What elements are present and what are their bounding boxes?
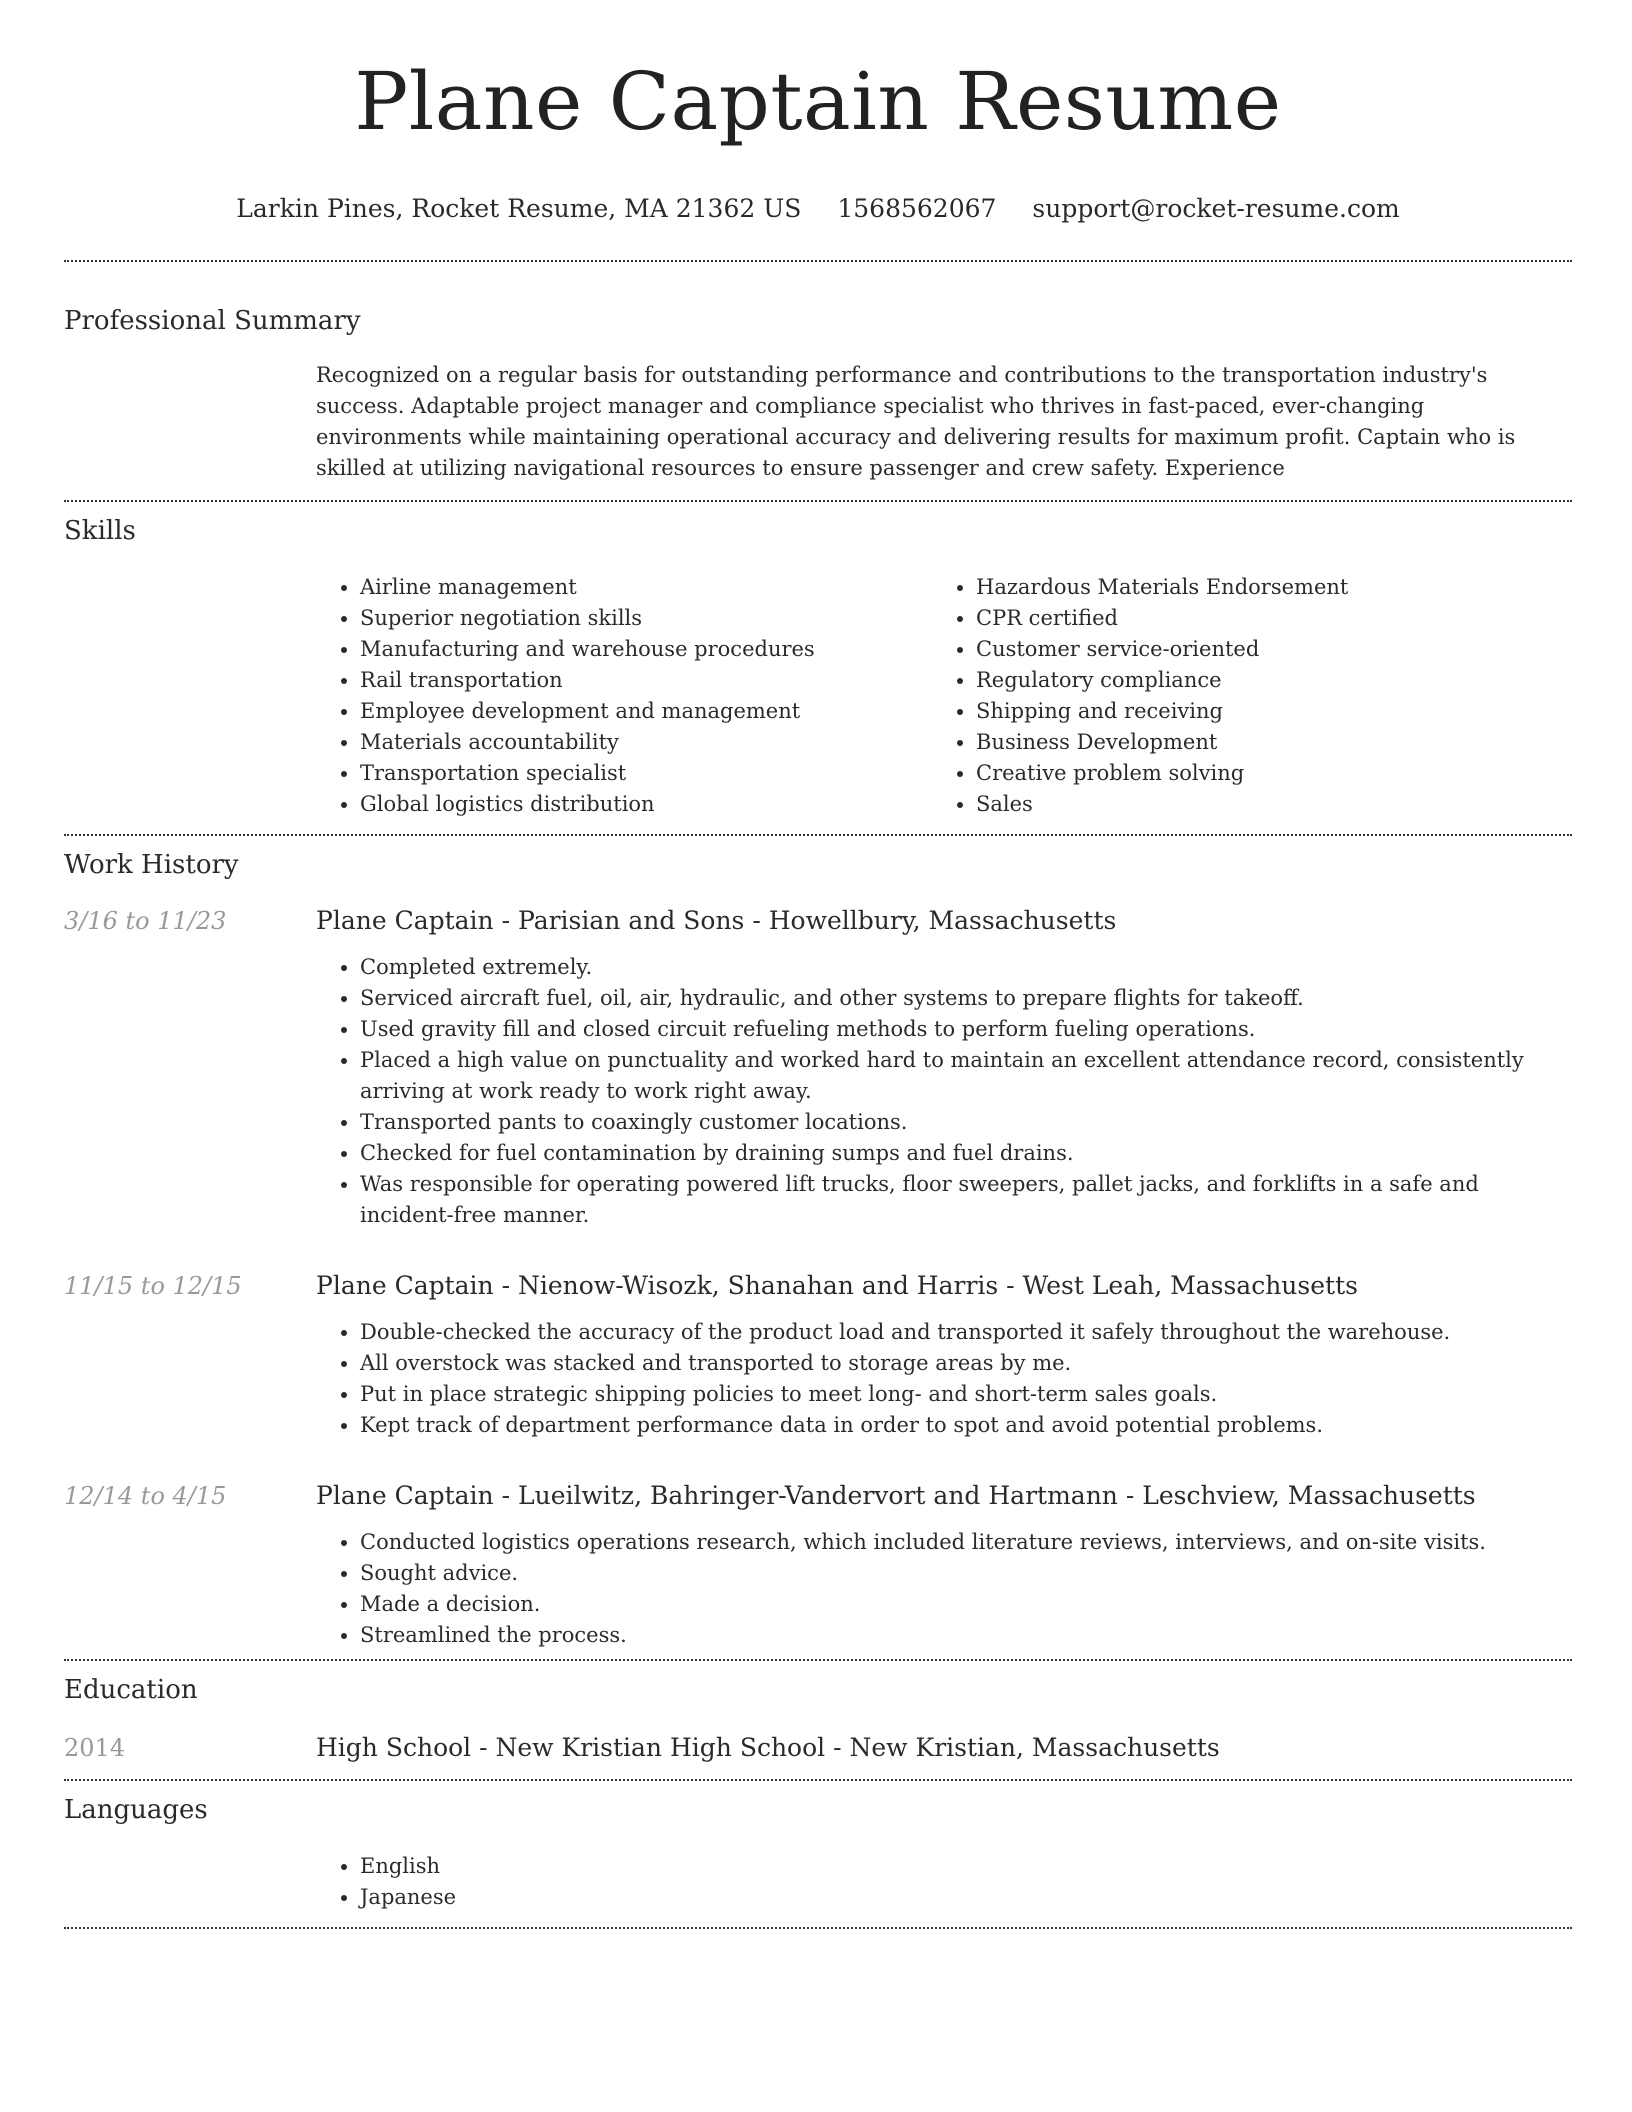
language-item: • English <box>360 1851 1572 1882</box>
section-divider <box>64 1927 1572 1929</box>
skills-column-left <box>316 572 932 820</box>
skill-item: • Business Development <box>976 727 1548 758</box>
skill-item: • Creative problem solving <box>976 758 1548 789</box>
job-bullet: • Streamlined the process. <box>360 1620 1572 1651</box>
language-item: • Japanese <box>360 1882 1572 1913</box>
resume-page <box>64 0 1572 1929</box>
job-title: Plane Captain - Nienow-Wisozk, Shanahan and Harris - West Leah, Massachusetts <box>316 1271 1358 1300</box>
skill-item: • Employee development and management <box>360 696 932 727</box>
education-title: High School - New Kristian High School - New Kristian, Massachusetts <box>316 1733 1220 1762</box>
education-entry <box>64 1731 1572 1765</box>
contact-row <box>64 192 1572 226</box>
job-bullet: • All overstock was stacked and transported to storage areas by me. <box>360 1348 1572 1379</box>
job-dates: 3/16 to 11/23 <box>64 907 227 935</box>
job-title: Plane Captain - Parisian and Sons - Howellbury, Massachusetts <box>316 906 1117 935</box>
job-bullet: • Made a decision. <box>360 1589 1572 1620</box>
job-title: Plane Captain - Lueilwitz, Bahringer-Vandervort and Hartmann - Leschview, Massachusetts <box>316 1481 1476 1510</box>
job-dates: 11/15 to 12/15 <box>64 1272 242 1300</box>
job-bullet: • Conducted logistics operations research, which included literature reviews, interviews, and on-site visits. <box>360 1527 1572 1558</box>
section-divider <box>64 260 1572 262</box>
contact-phone: 1568562067 <box>837 194 997 223</box>
job-body <box>316 904 1572 1231</box>
job-bullet: • Completed extremely. <box>360 952 1572 983</box>
contact-address: Larkin Pines, Rocket Resume, MA 21362 US <box>236 194 802 223</box>
job-bullet: • Double-checked the accuracy of the product load and transported it safely throughout the warehouse. <box>360 1317 1572 1348</box>
job-entry <box>64 1269 1572 1441</box>
job-bullet: • Was responsible for operating powered lift trucks, floor sweepers, pallet jacks, and forklifts in a safe and incident-free manner. <box>360 1169 1572 1231</box>
job-body <box>316 1269 1572 1441</box>
skills-grid <box>316 572 1572 820</box>
languages-list <box>316 1851 1572 1913</box>
skill-item: • Shipping and receiving <box>976 696 1548 727</box>
skill-item: • Transportation specialist <box>360 758 932 789</box>
skill-item: • Materials accountability <box>360 727 932 758</box>
education-year: 2014 <box>64 1734 126 1762</box>
job-dates: 12/14 to 4/15 <box>64 1482 227 1510</box>
skill-item: • Sales <box>976 789 1548 820</box>
job-entry <box>64 904 1572 1231</box>
summary-text: Recognized on a regular basis for outstanding performance and contributions to the transportation industry's success. Adaptable project manager and compliance specialist who thrives in fast-paced, ever-changing environments while maintaining operational accuracy and delivering results for maximum profit. Captain who is skilled at utilizing navigational resources to ensure passenger and crew safety. Experience <box>316 363 1516 480</box>
summary-heading: Professional Summary <box>64 306 361 336</box>
skill-item: • Superior negotiation skills <box>360 603 932 634</box>
contact-email: support@rocket-resume.com <box>1032 194 1400 223</box>
languages-heading: Languages <box>64 1795 208 1825</box>
job-bullet: • Put in place strategic shipping policies to meet long- and short-term sales goals. <box>360 1379 1572 1410</box>
work-heading: Work History <box>64 850 239 880</box>
skill-item: • Global logistics distribution <box>360 789 932 820</box>
job-bullet: • Checked for fuel contamination by draining sumps and fuel drains. <box>360 1138 1572 1169</box>
job-entry <box>64 1479 1572 1651</box>
skill-item: • Regulatory compliance <box>976 665 1548 696</box>
job-bullet: • Placed a high value on punctuality and worked hard to maintain an excellent attendance record, consistently arriving at work ready to work right away. <box>360 1045 1572 1107</box>
skill-item: • Hazardous Materials Endorsement <box>976 572 1548 603</box>
skill-item: • Manufacturing and warehouse procedures <box>360 634 932 665</box>
skills-heading: Skills <box>64 516 136 546</box>
section-divider <box>64 834 1572 836</box>
skill-item: • Customer service-oriented <box>976 634 1548 665</box>
job-bullet: • Used gravity fill and closed circuit refueling methods to perform fueling operations. <box>360 1014 1572 1045</box>
section-divider <box>64 500 1572 502</box>
education-heading: Education <box>64 1675 198 1705</box>
skill-item: • Airline management <box>360 572 932 603</box>
job-bullet: • Kept track of department performance data in order to spot and avoid potential problems. <box>360 1410 1572 1441</box>
skill-item: • CPR certified <box>976 603 1548 634</box>
job-bullet: • Sought advice. <box>360 1558 1572 1589</box>
skill-item: • Rail transportation <box>360 665 932 696</box>
section-divider <box>64 1779 1572 1781</box>
resume-title: Plane Captain Resume <box>354 55 1282 148</box>
skills-column-right <box>932 572 1548 820</box>
job-bullet: • Transported pants to coaxingly customer locations. <box>360 1107 1572 1138</box>
job-bullet: • Serviced aircraft fuel, oil, air, hydraulic, and other systems to prepare flights for takeoff. <box>360 983 1572 1014</box>
section-divider <box>64 1659 1572 1661</box>
job-body <box>316 1479 1572 1651</box>
